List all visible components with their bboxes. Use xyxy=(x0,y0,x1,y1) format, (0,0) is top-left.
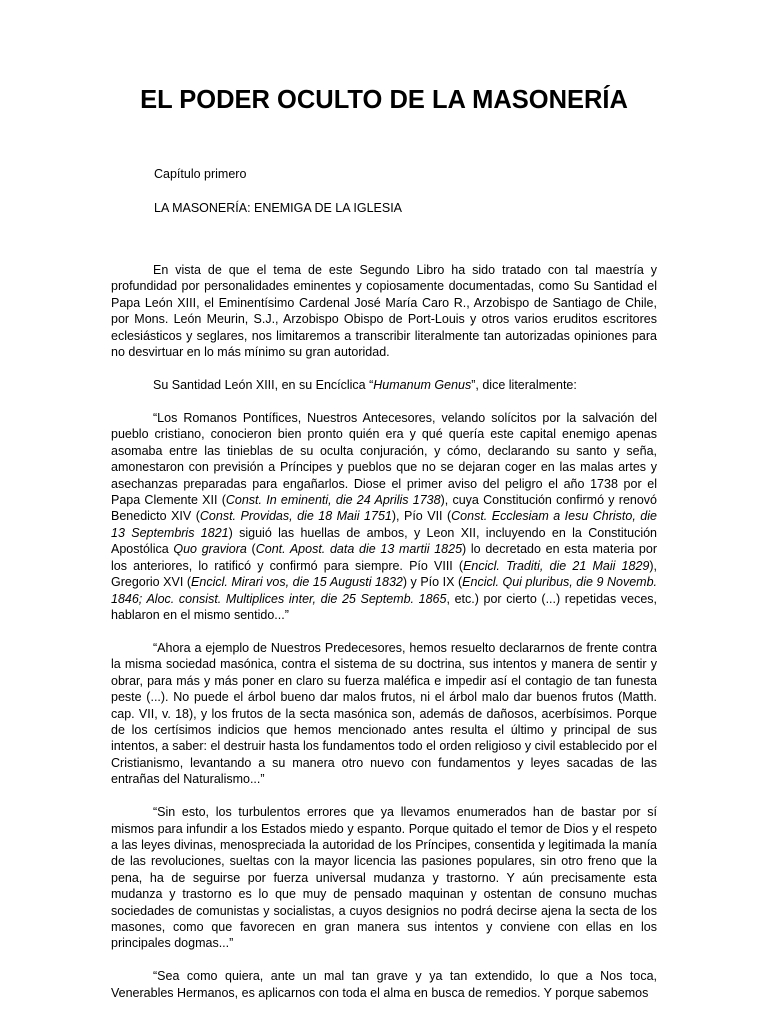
citation-italic: Encicl. Qui pluribus, die 9 Novemb. 1846; Aloc. consist. Multiplices inter, die 25 Septemb. 1865 xyxy=(111,575,658,606)
paragraph-text: , etc.) por cierto (...) repetidas veces, hablaron en el mismo sentido...” xyxy=(111,591,657,622)
paragraph-text: En vista de que el tema de este Segundo Libro ha sido tratado con tal maestría y profundidad por personalidades eminentes y copiosamente documentadas, como Su Santidad el Papa León XIII, el Eminentísimo Cardenal José María Caro R., Arzobispo de Santiago de Chile, por Mons. León Meurin, S.J., Arzobispo Obispo de Port-Louis y otros varios eruditos escritores eclesiásticos y seglares, nos limitaremos a transcribir literalmente tan autorizadas opiniones para no desvirtuar en lo más mínimo su gran autoridad. xyxy=(111,263,657,360)
citation-italic: Quo graviora xyxy=(173,542,247,557)
citation-italic: Encicl. Traditi, die 21 Maii 1829 xyxy=(463,558,650,573)
paragraph-text: ) siguió las huellas de ambos, y Leon XII, incluyendo en la Constitución Apostólica xyxy=(111,525,657,557)
paragraph-text: ) y Pío IX ( xyxy=(402,575,463,590)
paragraph-text: Su Santidad León XIII, en su Encíclica “ xyxy=(153,378,374,393)
citation-italic: Const. Ecclesiam a Iesu Christo, die 13 Septembris 1821 xyxy=(111,509,657,540)
paragraph-text: ), Pío VII ( xyxy=(391,509,452,524)
paragraph-text: ”, dice literalmente: xyxy=(471,378,577,393)
document-title: EL PODER OCULTO DE LA MASONERÍA xyxy=(140,86,628,114)
citation-italic: Cont. Apost. data die 13 martii 1825 xyxy=(255,542,463,557)
chapter-subtitle: LA MASONERÍA: ENEMIGA DE LA IGLESIA xyxy=(154,201,403,215)
paragraph-text: ) lo decretado en esta materia por los anteriores, lo ratificó y confirmó para siempre. Pío VIII ( xyxy=(111,542,657,573)
paragraph xyxy=(111,262,657,360)
paragraph-text: ( xyxy=(246,542,256,557)
paragraph xyxy=(111,410,657,623)
paragraph-text: ), cuya Constitución confirmó y renovó Benedicto XIV ( xyxy=(111,493,657,524)
paragraph xyxy=(111,804,657,952)
citation-italic: Const. In eminenti, die 24 Aprilis 1738 xyxy=(225,493,441,508)
paragraph-text: ), Gregorio XVI ( xyxy=(111,558,657,590)
paragraph xyxy=(111,377,657,393)
citation-italic: Const. Providas, die 18 Maii 1751 xyxy=(199,509,392,524)
citation-italic: Humanum Genus xyxy=(373,378,472,393)
document-body xyxy=(111,262,657,1018)
chapter-label: Capítulo primero xyxy=(154,167,247,181)
paragraph-text: “Sea como quiera, ante un mal tan grave y ya tan extendido, lo que a Nos toca, Venerables Hermanos, es aplicarnos con toda el alma en busca de remedios. Y porque sabemos xyxy=(111,969,657,1000)
paragraph-text: “Los Romanos Pontífices, Nuestros Antecesores, velando solícitos por la salvación del pueblo cristiano, conocieron bien pronto quién era y qué quería este capital enemigo apenas asomaba entre las tinieblas de su oculta conjuración, y cómo, declarando su santo y seña, amonestaron con previsión a Príncipes y pueblos que no se dejaran coger en las malas artes y asechanzas preparadas para engañarlos. Diose el primer aviso del peligro el año 1738 por el Papa Clemente XII ( xyxy=(111,411,657,508)
paragraph-text: “Sin esto, los turbulentos errores que ya llevamos enumerados han de bastar por sí mismos para infundir a los Estados miedo y espanto. Porque quitado el temor de Dios y el respeto a las leyes divinas, menospreciada la autoridad de los Príncipes, consentida y legitimada la manía de las revoluciones, sueltas con la mayor licencia las pasiones populares, sin otro freno que la pena, ha de seguirse por fuerza universal mudanza y trastorno. Y aún precisamente esta mudanza y trastorno es lo que muy de pensado maquinan y ostentan de consuno muchas sociedades de comunistas y socialistas, a cuyos designios no podrá decirse ajena la secta de los masones, como que favorecen en gran manera sus intentos y conviene con ellas en los principales dogmas...” xyxy=(111,805,657,951)
paragraph xyxy=(111,968,657,1001)
paragraph-text: “Ahora a ejemplo de Nuestros Predecesores, hemos resuelto declararnos de frente contra la misma sociedad masónica, contra el sistema de su doctrina, sus intentos y manera de sentir y obrar, para más y más poner en claro su fuerza maléfica e impedir así el contagio de tan funesta peste (...). No puede el árbol bueno dar malos frutos, ni el árbol malo dar buenos frutos (Matth. cap. VII, v. 18), y los frutos de la secta masónica son, además de dañosos, acerbísimos. Porque de los certísimos indicios que hemos mencionado antes resulta el último y principal de sus intentos, a saber: el destruir hasta los fundamentos todo el orden religioso y civil establecido por el Cristianismo, levantando a su manera otro nuevo con fundamentos y leyes sacadas de las entrañas del Naturalismo...” xyxy=(111,640,657,787)
paragraph xyxy=(111,640,657,788)
citation-italic: Encicl. Mirari vos, die 15 Augusti 1832 xyxy=(191,575,403,590)
